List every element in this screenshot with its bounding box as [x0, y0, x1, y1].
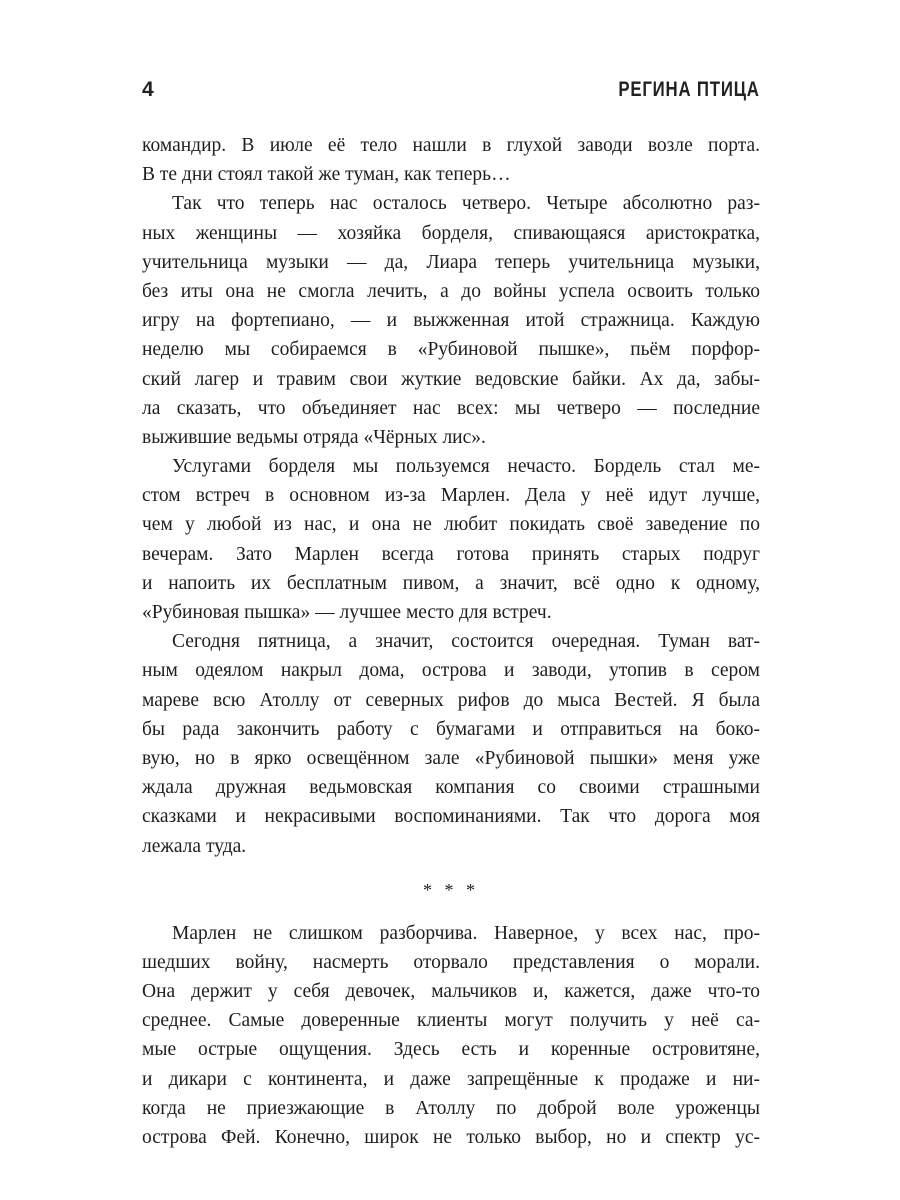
text-line: Марлен не слишком разборчива. Наверное, у всех нас, про- [172, 922, 760, 944]
paragraph [142, 627, 760, 861]
text-line: В те дни стоял такой же туман, как теперь… [142, 164, 511, 186]
paragraph [142, 189, 760, 452]
text-line: выжившие ведьмы отряда «Чёрных лис». [142, 426, 486, 448]
text-line: чем у любой из нас, и она не любит покидать своё заведение по [142, 514, 760, 536]
section-before-break [142, 131, 760, 861]
paragraph [142, 452, 760, 627]
text-line: неделю мы собираемся в «Рубиновой пышке», пьём порфор- [142, 339, 760, 361]
running-head: РЕГИНА ПТИЦА [618, 78, 760, 101]
section-separator: * * * [423, 879, 479, 900]
text-line: сказками и некрасивыми воспоминаниями. Так что дорога моя [142, 806, 760, 828]
text-line: бы рада закончить работу с бумагами и отправиться на боко- [142, 718, 760, 740]
section-after-break [142, 919, 760, 1153]
text-line: мые острые ощущения. Здесь есть и коренные островитяне, [142, 1039, 760, 1061]
body-text [142, 131, 760, 1152]
text-line: без иты она не смогла лечить, а до войны успела освоить только [142, 280, 760, 302]
text-line: Она держит у себя девочек, мальчиков и, кажется, даже что-то [142, 981, 760, 1003]
text-line: острова Фей. Конечно, широк не только выбор, но и спектр ус- [142, 1127, 760, 1148]
text-line: Услугами борделя мы пользуемся нечасто. Бордель стал ме- [172, 456, 760, 478]
text-line: ным одеялом накрыл дома, острова и заводи, утопив в сером [142, 660, 760, 682]
text-line: ждала дружная ведьмовская компания со своими страшными [142, 777, 760, 799]
text-line: ский лагер и травим свои жуткие ведовские байки. Ах да, забы- [142, 368, 760, 390]
text-line: и напоить их бесплатным пивом, а значит, всё одно к одному, [142, 572, 760, 594]
text-line: стом встреч в основном из-за Марлен. Дела у неё идут лучше, [142, 485, 760, 507]
text-line: ла сказать, что объединяет нас всех: мы четверо — последние [142, 397, 760, 419]
text-line: мареве всю Атоллу от северных рифов до мыса Вестей. Я была [142, 689, 760, 711]
text-line: и дикари с континента, и даже запрещённые к продаже и ни- [142, 1068, 760, 1090]
text-line: Сегодня пятница, а значит, состоится очередная. Туман ват- [172, 631, 760, 653]
page-number: 4 [142, 78, 154, 101]
text-line: вую, но в ярко освещённом зале «Рубиновой пышки» меня уже [142, 747, 760, 769]
text-line: ных женщины — хозяйка борделя, спивающаяся аристократка, [142, 222, 760, 244]
text-line: шедших войну, насмерть оторвало представления о морали. [142, 951, 760, 973]
text-line: среднее. Самые доверенные клиенты могут получить у неё са- [142, 1010, 760, 1032]
text-line: учительница музыки — да, Лиара теперь учительница музыки, [142, 251, 760, 273]
paragraph [142, 919, 760, 1153]
text-line: когда не приезжающие в Атоллу по доброй воле уроженцы [142, 1097, 760, 1119]
text-line: вечерам. Зато Марлен всегда готова принять старых подруг [142, 543, 760, 565]
text-line: Так что теперь нас осталось четверо. Четыре абсолютно раз- [172, 193, 760, 215]
text-line: «Рубиновая пышка» — лучшее место для встреч. [142, 602, 552, 623]
text-line: командир. В июле её тело нашли в глухой заводи возле порта. [142, 135, 760, 156]
paragraph [142, 131, 760, 189]
text-line: лежала туда. [142, 835, 247, 857]
text-line: игру на фортепиано, — и выжженная итой стражница. Каждую [142, 310, 760, 332]
